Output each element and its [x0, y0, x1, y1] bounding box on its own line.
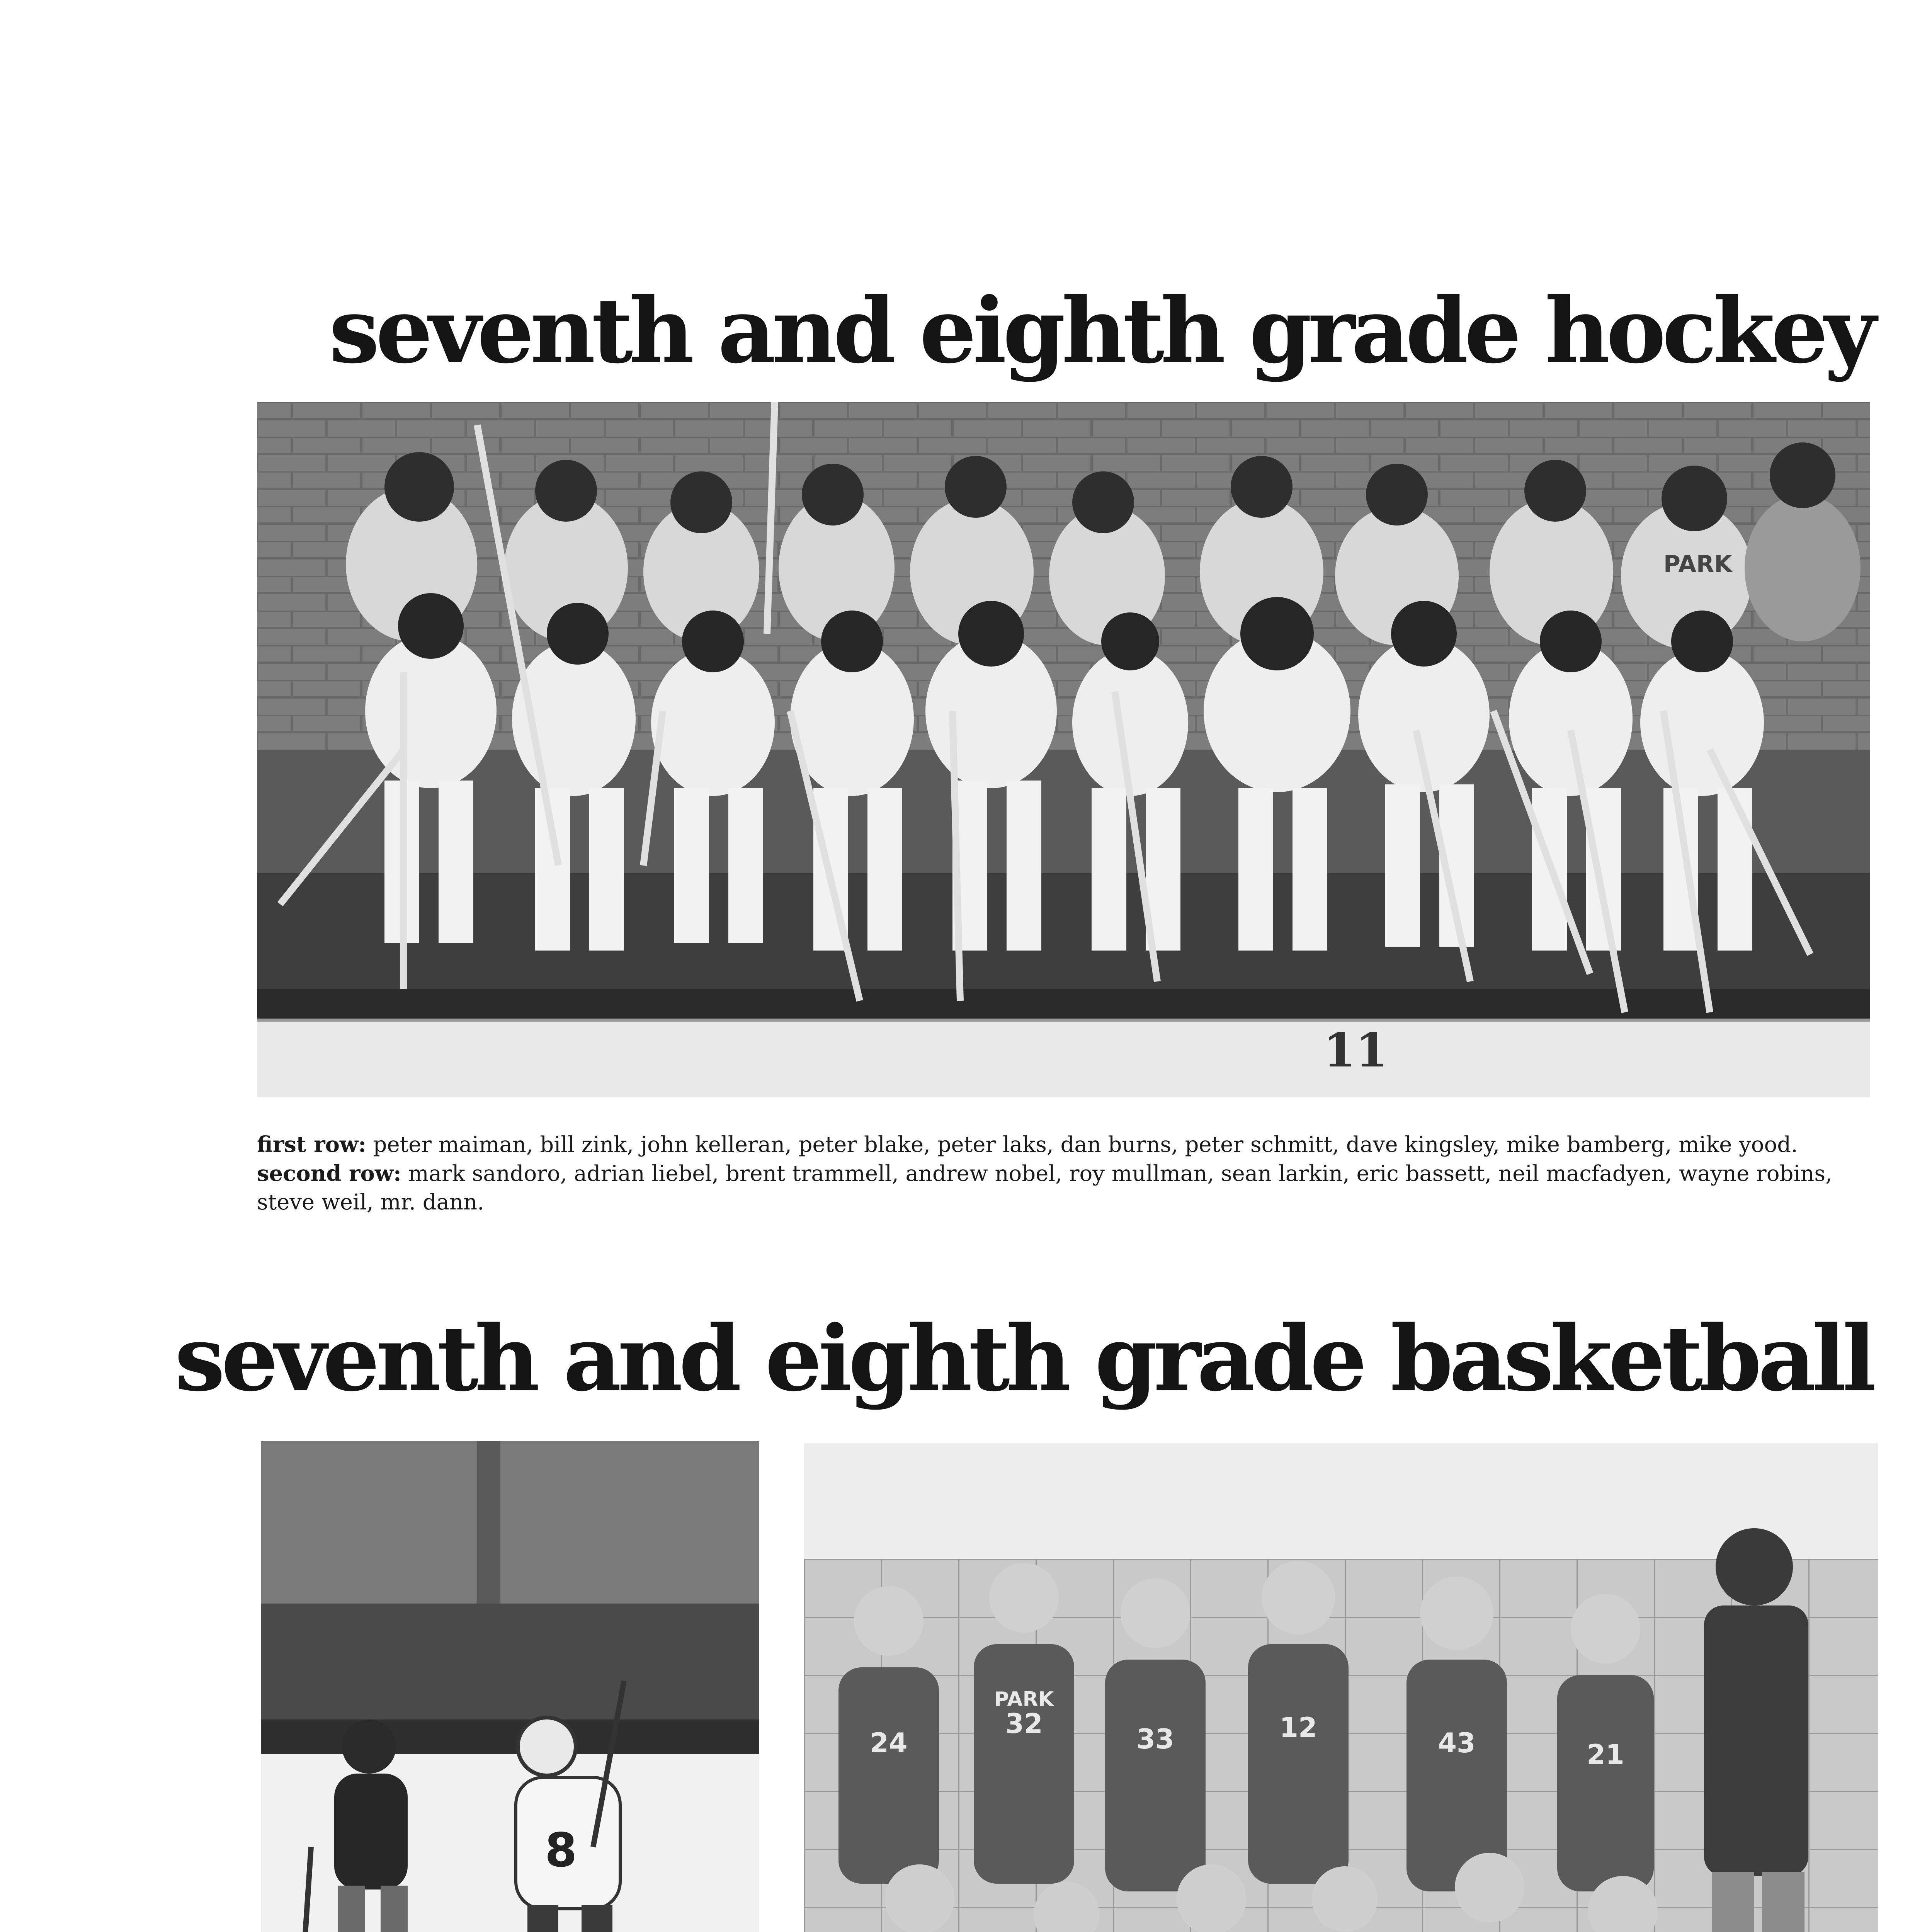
hockey-caption [257, 1130, 1872, 1217]
basketball-section-title: seventh and eighth grade basketball [175, 1306, 1872, 1411]
jersey-number-4: 12 [1279, 1712, 1317, 1743]
jersey-number-6: 21 [1587, 1739, 1624, 1770]
jersey-number-1: 24 [870, 1727, 908, 1759]
basketball-jersey-text: PARK [994, 1688, 1054, 1711]
jersey-number-5: 43 [1438, 1727, 1476, 1759]
hockey-second-row-label: second row: [257, 1161, 401, 1186]
bench-number: 11 [1323, 1023, 1388, 1078]
hockey-first-row-names: peter maiman, bill zink, john kelleran, peter blake, peter laks, dan burns, peter schmitt, dave kingsley, mike bamberg, mike yood. [373, 1132, 1798, 1157]
hockey-section-title: seventh and eighth grade hockey [329, 278, 1872, 383]
jersey-number-2: 32 [1005, 1708, 1043, 1740]
basketball-team-photo [804, 1443, 1878, 1932]
hockey-first-row-label: first row: [257, 1132, 366, 1157]
action-jersey-number: 8 [545, 1824, 577, 1878]
hockey-second-row-names: mark sandoro, adrian liebel, brent trammell, andrew nobel, roy mullman, sean larkin, eric bassett, neil macfadyen, wayne robins, steve weil, mr. dann. [257, 1161, 1832, 1215]
hockey-jersey-text: PARK [1663, 551, 1732, 578]
jersey-number-3: 33 [1136, 1723, 1174, 1755]
hockey-team-photo [257, 402, 1870, 1097]
hockey-action-photo [261, 1441, 759, 1932]
